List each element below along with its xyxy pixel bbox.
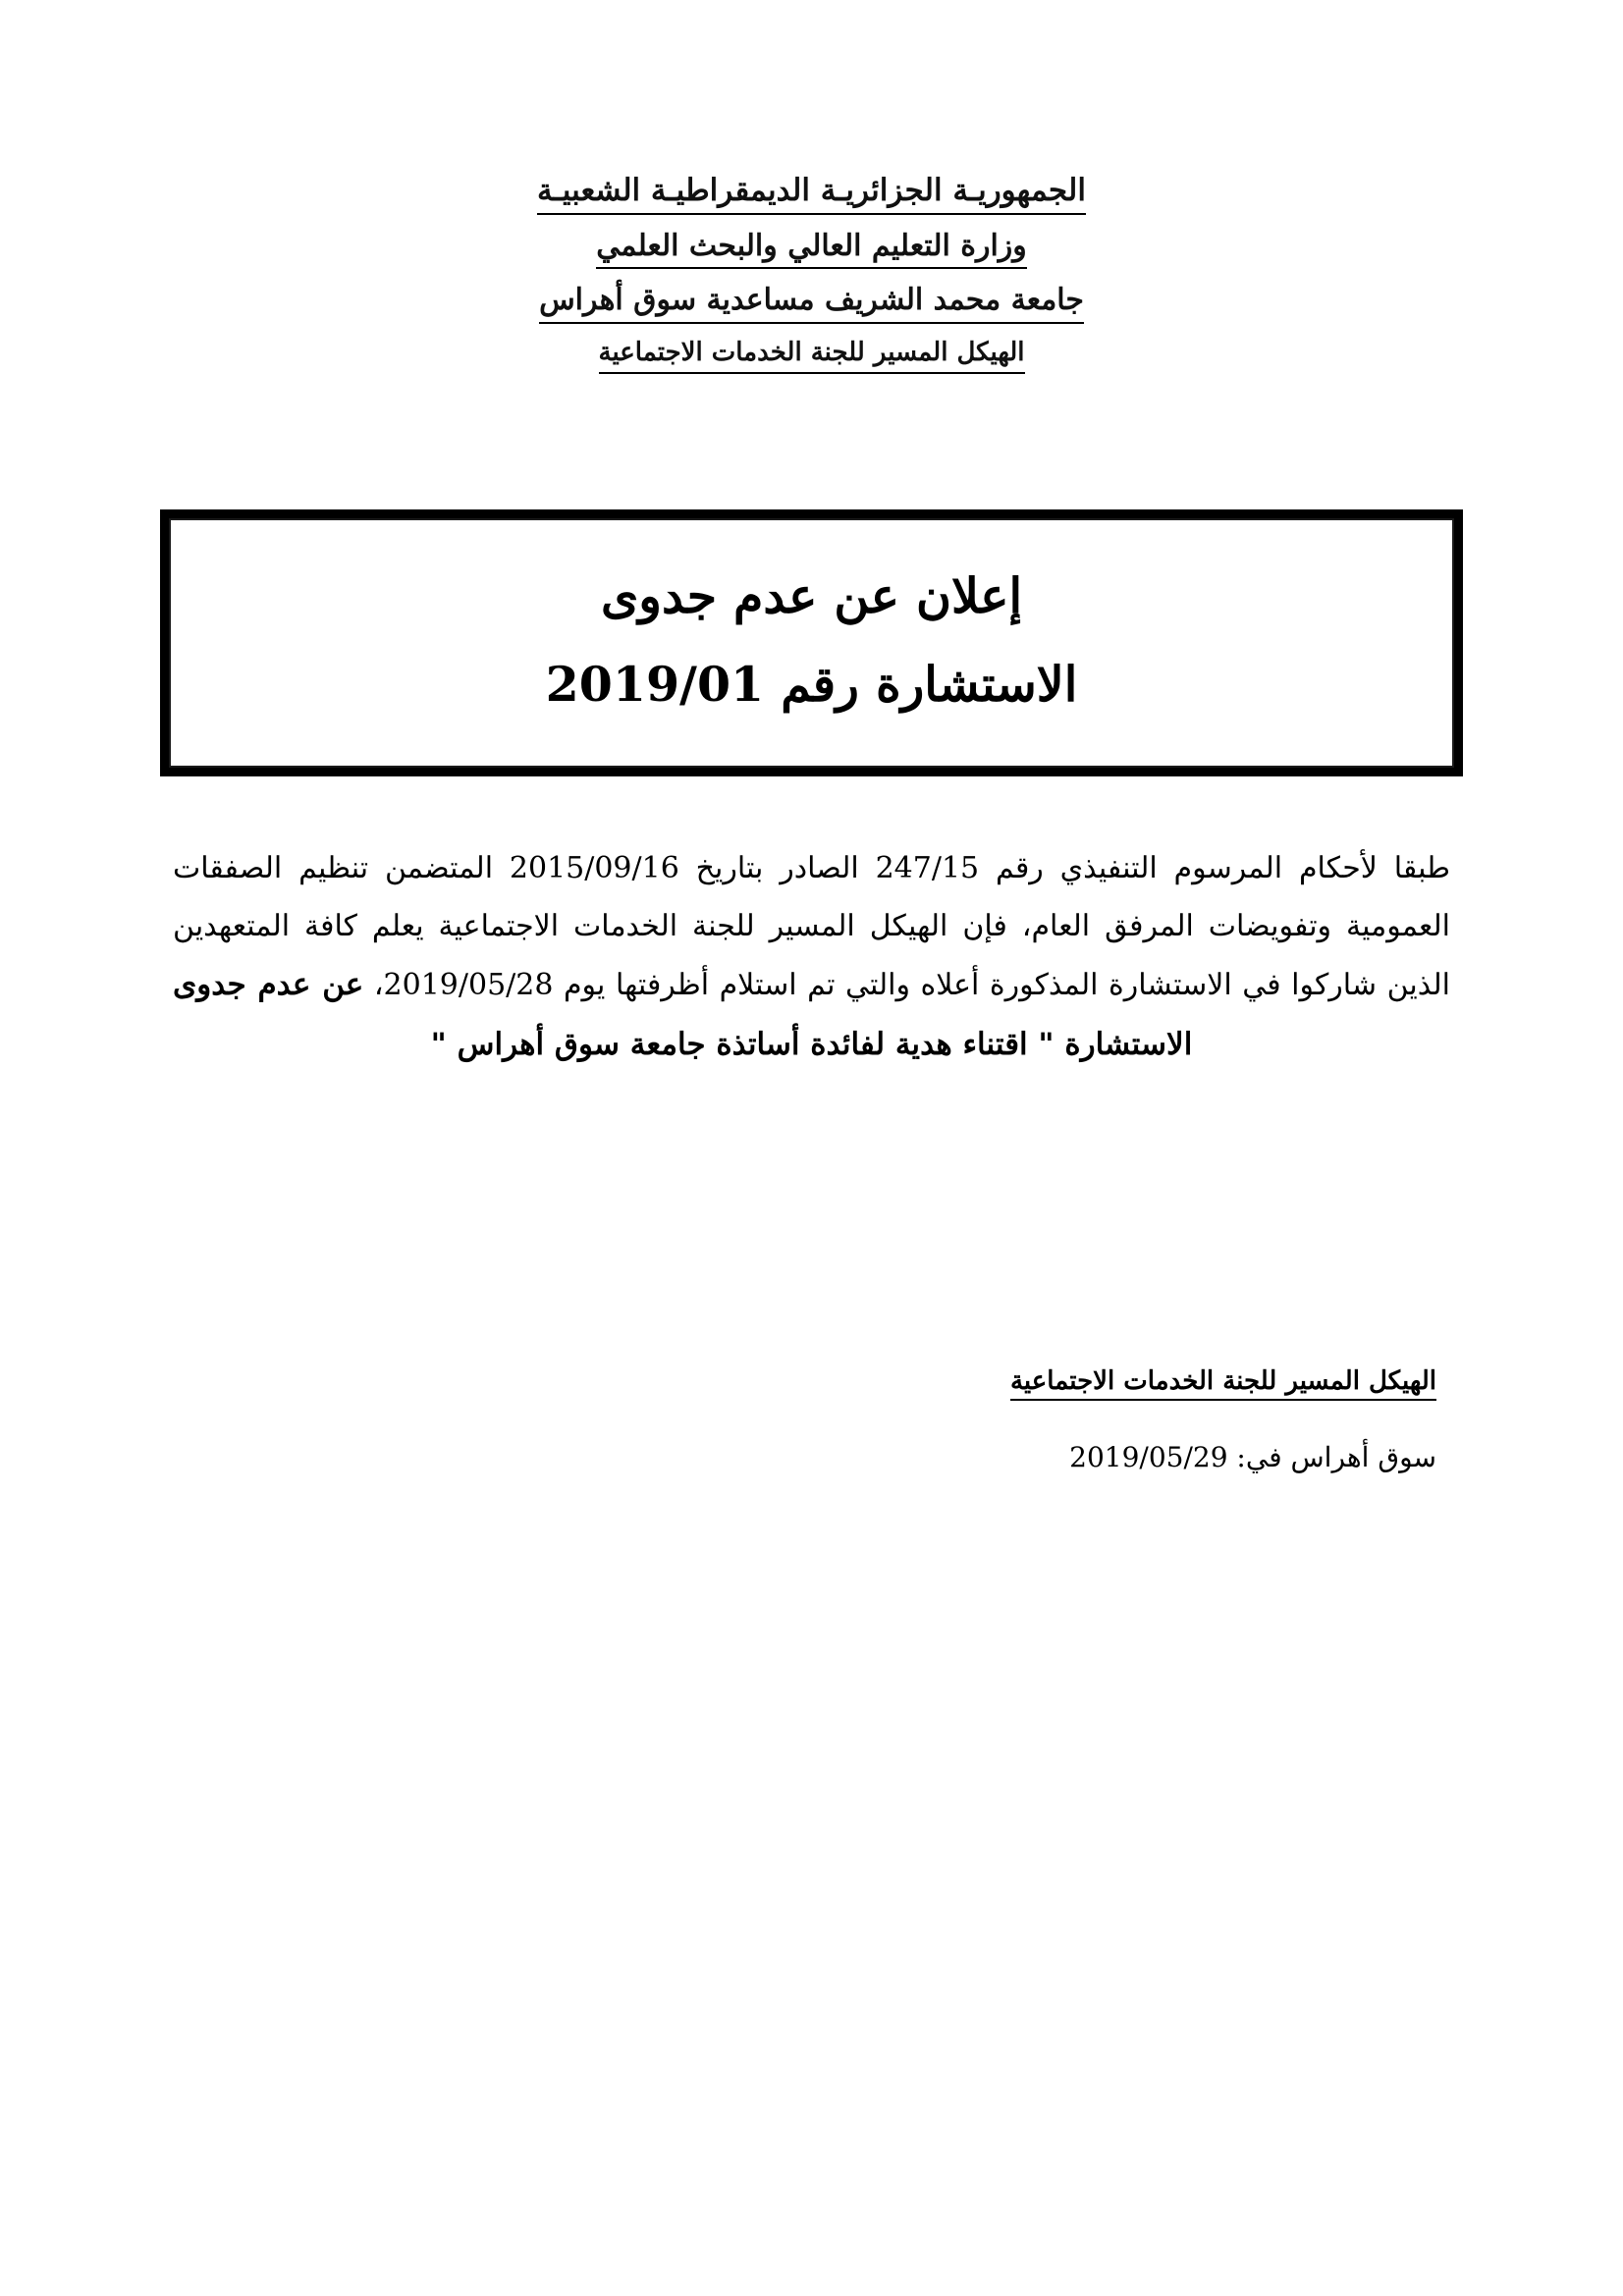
place-and-date: سوق أهراس في: 2019/05/29 — [1069, 1441, 1436, 1473]
announcement-title-box — [160, 509, 1463, 776]
announcement-title-line-1: إعلان عن عدم جدوى — [600, 567, 1023, 625]
body-paragraph-regular: طبقا لأحكام المرسوم التنفيذي رقم 247/15 الصادر بتاريخ 2015/09/16 المتضمن تنظيم الصفقات العمومية وتفويضات المرفق العام، فإن الهيكل المسير للجنة الخدمات الاجتماعية يعلم كافة المتعهدين الذين شاركوا في الاستشارة المذكورة أعلاه والتي تم استلام أظرفتها يوم 2019/05/28، — [173, 851, 1450, 1002]
header-line-ministry: وزارة التعليم العالي والبحث العلمي — [596, 229, 1027, 270]
header-line-country: الجمهوريـة الجزائريـة الديمقراطيـة الشعبيـة — [537, 173, 1086, 215]
signature-block: الهيكل المسير للجنة الخدمات الاجتماعية — [1010, 1366, 1436, 1401]
announcement-title-box-inner — [169, 518, 1454, 768]
announcement-title-line-2: الاستشارة رقم 2019/01 — [545, 656, 1078, 713]
document-header — [0, 173, 1623, 388]
header-line-department: الهيكل المسير للجنة الخدمات الاجتماعية — [599, 338, 1025, 374]
header-line-university: جامعة محمد الشريف مساعدية سوق أهراس — [539, 283, 1084, 324]
announcement-body — [173, 840, 1450, 1074]
body-paragraph-bold: عن عدم جدوى الاستشارة " اقتناء هدية لفائدة أساتذة جامعة سوق أهراس " — [173, 967, 1193, 1062]
